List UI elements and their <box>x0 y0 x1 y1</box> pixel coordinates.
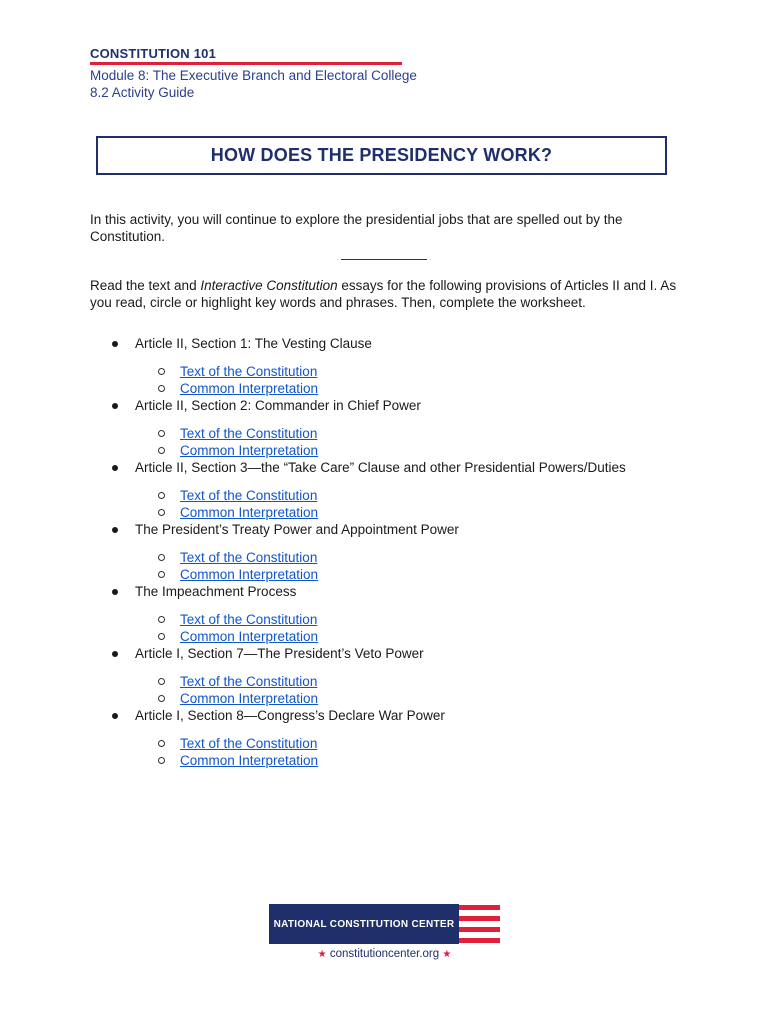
text-of-constitution-link[interactable]: Text of the Constitution <box>180 488 318 503</box>
hollow-bullet-icon <box>158 633 165 640</box>
hollow-bullet-icon <box>158 554 165 561</box>
logo-url-line <box>269 948 500 960</box>
logo-bar <box>269 904 459 944</box>
common-interpretation-link[interactable]: Common Interpretation <box>180 629 319 644</box>
hollow-bullet-icon <box>158 385 165 392</box>
hollow-bullet-icon <box>158 695 165 702</box>
hollow-bullet-icon <box>158 430 165 437</box>
bullet-icon <box>112 465 118 471</box>
star-icon: ★ <box>317 949 327 960</box>
bullet-icon <box>112 403 118 409</box>
section-divider <box>341 259 427 260</box>
bullet-icon <box>112 713 118 719</box>
common-interpretation-link[interactable]: Common Interpretation <box>180 381 319 396</box>
text-of-constitution-link[interactable]: Text of the Constitution <box>180 550 318 565</box>
hollow-bullet-icon <box>158 492 165 499</box>
hollow-bullet-icon <box>158 740 165 747</box>
text-of-constitution-link[interactable]: Text of the Constitution <box>180 426 318 441</box>
list-item-label: The President’s Treaty Power and Appointment Power <box>135 522 459 537</box>
hollow-bullet-icon <box>158 509 165 516</box>
list-item-label: The Impeachment Process <box>135 584 297 599</box>
list-item-label: Article II, Section 3—the “Take Care” Clause and other Presidential Powers/Duties <box>135 460 626 475</box>
bullet-icon <box>112 651 118 657</box>
logo-stripe <box>459 916 500 921</box>
intro-paragraph: In this activity, you will continue to explore the presidential jobs that are spelled out by the Constitution. <box>90 212 623 244</box>
hollow-bullet-icon <box>158 616 165 623</box>
list-item-label: Article I, Section 8—Congress’s Declare War Power <box>135 708 445 723</box>
header-rule <box>90 62 402 65</box>
instructions-text-before: Read the text and <box>90 278 201 293</box>
module-title: Module 8: The Executive Branch and Electoral College <box>90 68 417 83</box>
logo-stripe <box>459 905 500 910</box>
hollow-bullet-icon <box>158 678 165 685</box>
bullet-icon <box>112 527 118 533</box>
bullet-icon <box>112 341 118 347</box>
hollow-bullet-icon <box>158 368 165 375</box>
hollow-bullet-icon <box>158 757 165 764</box>
text-of-constitution-link[interactable]: Text of the Constitution <box>180 736 318 751</box>
common-interpretation-link[interactable]: Common Interpretation <box>180 567 319 582</box>
title-box <box>96 136 667 175</box>
ncc-logo <box>269 904 500 966</box>
course-title: CONSTITUTION 101 <box>90 46 216 61</box>
activity-guide-label: 8.2 Activity Guide <box>90 85 195 100</box>
common-interpretation-link[interactable]: Common Interpretation <box>180 505 319 520</box>
list-item-label: Article I, Section 7—The President’s Veto Power <box>135 646 424 661</box>
instructions-text-after: essays for the following provisions of Articles II and I. As you read, circle or highlight key words and phrases. Then, complete the worksheet. <box>90 278 677 310</box>
instructions-emphasis: Interactive Constitution <box>200 278 338 293</box>
text-of-constitution-link[interactable]: Text of the Constitution <box>180 674 318 689</box>
text-of-constitution-link[interactable]: Text of the Constitution <box>180 364 318 379</box>
list-item-label: Article II, Section 1: The Vesting Clause <box>135 336 372 351</box>
common-interpretation-link[interactable]: Common Interpretation <box>180 443 319 458</box>
hollow-bullet-icon <box>158 571 165 578</box>
hollow-bullet-icon <box>158 447 165 454</box>
page-title: HOW DOES THE PRESIDENCY WORK? <box>210 145 553 165</box>
instructions-paragraph <box>90 277 690 311</box>
list-item-label: Article II, Section 2: Commander in Chief Power <box>135 398 421 413</box>
logo-stripe <box>459 927 500 932</box>
common-interpretation-link[interactable]: Common Interpretation <box>180 691 319 706</box>
text-of-constitution-link[interactable]: Text of the Constitution <box>180 612 318 627</box>
star-icon: ★ <box>442 949 452 960</box>
bullet-icon <box>112 589 118 595</box>
logo-stripe <box>459 938 500 943</box>
logo-url: constitutioncenter.org <box>329 948 440 960</box>
logo-org-name: NATIONAL CONSTITUTION CENTER <box>273 918 455 930</box>
common-interpretation-link[interactable]: Common Interpretation <box>180 753 319 768</box>
